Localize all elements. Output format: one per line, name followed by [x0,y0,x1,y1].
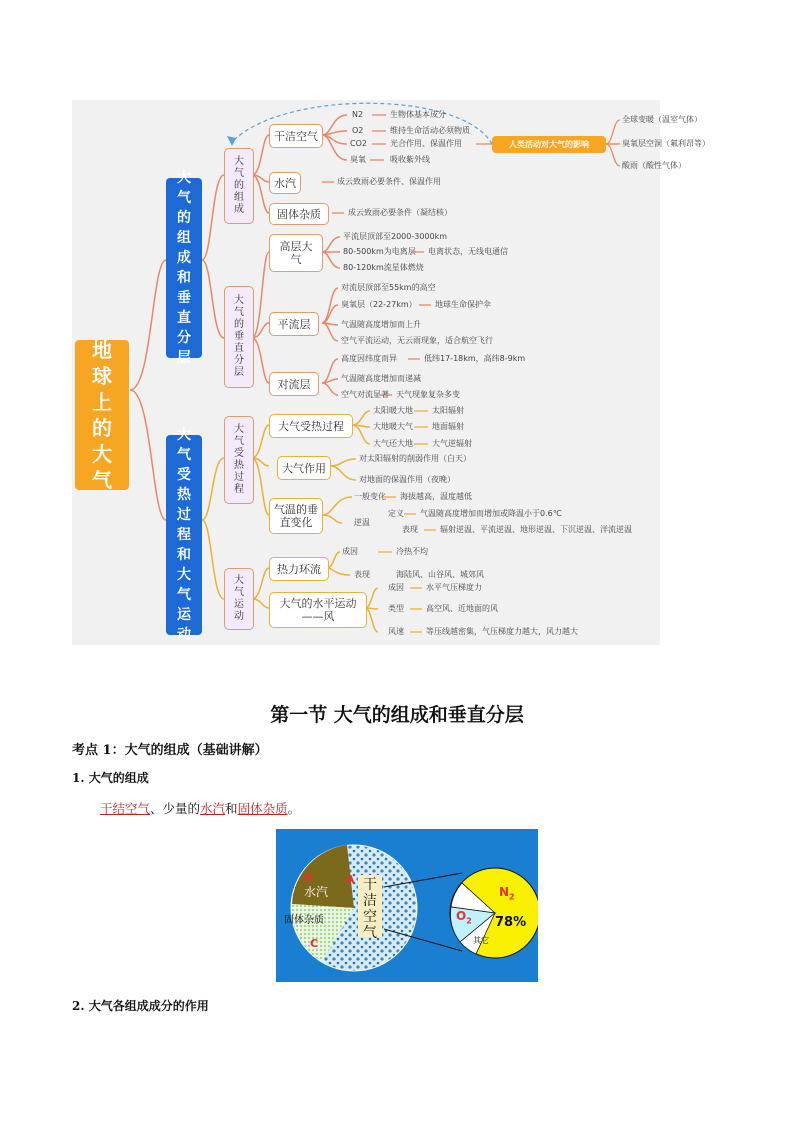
tropo-item-3: 气温随高度增加而递减 [341,374,421,383]
node-motion [224,568,254,630]
node-stratosphere: 平流层 [269,312,319,336]
label-n2-sub: 2 [509,892,515,902]
wind-cause-desc: 水平气压梯度力 [426,583,482,592]
node-heating-process: 大气受热过程 [269,414,353,438]
tropo-item-5: 天气现象复杂多变 [396,390,460,399]
upper-item-2: 80-500km为电离层 [343,247,416,256]
node-composition [224,148,254,224]
node-wind-label: 大气的水平运动——风 [279,597,357,623]
label-c: C [310,937,319,950]
node-heating-label: 大气受热过程 [234,424,244,495]
node-layers [224,286,254,388]
node-thermal-circulation: 热力环流 [269,557,329,581]
node-atmos-effect: 大气作用 [277,456,331,480]
general-label: 一般变化 [354,492,386,501]
label-a: A [346,873,355,886]
section-title: 第一节 大气的组成和垂直分层 [270,704,524,726]
solids-role: 成云致雨必要条件（凝结核） [348,208,452,217]
wind-speed-desc: 等压线越密集，气压梯度力越大，风力越大 [426,627,578,636]
label-78: 78% [495,915,527,930]
effect-item-2: 对地面的保温作用（夜晚） [359,475,455,484]
node-dry-air: 干洁空气 [269,124,323,148]
heat-item-1b: 太阳辐射 [432,406,464,415]
impact-global-warming: 全球变暖（温室气体） [622,115,702,124]
strato-item-1: 对流层顶部至55km的高空 [341,283,436,292]
para-text-3: 。 [287,801,301,816]
upper-item-3: 电离状态，无线电通信 [428,247,508,256]
branch-heating-motion [166,427,202,643]
wind-type-label: 类型 [388,604,404,613]
node-heating [224,416,254,504]
gas-n2-role: 生物体基本成分 [390,110,446,119]
branch-heating-motion-label: 大气受热过程和大气运动 [177,427,191,643]
impact-acid-rain: 酸雨（酸性气体） [622,161,686,170]
node-upper-atmosphere-label: 高层大气 [279,240,313,266]
heat-item-3b: 大气逆辐射 [432,439,472,448]
node-water-vapor: 水汽 [269,172,301,194]
human-impact-box: 人类活动对大气的影响 [492,136,606,153]
strato-item-3: 地球生命保护伞 [435,300,491,309]
node-composition-label: 大气的组成 [234,156,244,215]
gas-ozone: 臭氧 [350,155,366,164]
effect-item-1: 对太阳辐射的削弱作用（白天） [359,454,471,463]
heat-item-2b: 地面辐射 [432,422,464,431]
heat-item-2a: 大地暖大气 [373,422,413,431]
gas-co2: CO2 [350,139,367,148]
thermal-show-label: 表现 [354,570,370,579]
wind-speed-label: 风速 [388,627,404,636]
term-solids: 固体杂质 [237,801,288,816]
para-text-1: 、少量的 [150,801,201,816]
node-vertical-temp-label: 气温的垂直变化 [274,503,318,529]
strato-item-5: 空气平流运动，无云雨现象，适合航空飞行 [341,336,493,345]
label-o2-sub: 2 [466,916,472,926]
label-solid: 固体杂质 [284,915,324,926]
heat-item-1a: 太阳暖大地 [373,406,413,415]
tropo-item-4: 空气对流显著 [341,390,389,399]
label-o2 [456,909,472,925]
node-wind [269,592,367,628]
label-b: B [304,871,313,884]
para-text-2: 和 [225,801,238,816]
term-water-vapor: 水汽 [200,801,226,816]
node-solids: 固体杂质 [269,203,329,225]
branch-composition-layers-label: 大气的组成和垂直分层 [177,170,191,366]
node-troposphere: 对流层 [269,372,319,396]
node-vertical-temp [269,498,323,534]
composition-paragraph [100,799,300,817]
mindmap-root-label: 地球上的大气 [92,338,112,492]
subheading-functions: 2. 大气各组成成分的作用 [72,999,209,1013]
wind-cause-label: 成因 [388,583,404,592]
impact-ozone-hole: 臭氧层空洞（氟利昂等） [622,139,710,148]
label-water: 水汽 [304,885,329,899]
gas-n2: N2 [352,110,364,119]
show-label: 表现 [402,525,418,534]
def-desc: 气温随高度增加而增加或降温小于0.6℃ [420,509,562,518]
node-upper-atmosphere [269,234,323,272]
thermal-cause-label: 成因 [342,547,358,556]
term-dry-air: 干结空气 [100,801,151,816]
inversion-label: 逆温 [354,518,370,527]
gas-o2-role: 维持生命活动必须物质 [390,126,470,135]
label-other: 其它 [473,936,489,945]
def-label: 定义 [388,509,404,518]
thermal-show-desc: 海陆风、山谷风、城郊风 [396,570,484,579]
label-n2 [499,885,515,901]
strato-item-4: 气温随高度增加而上升 [341,320,421,329]
node-layers-label: 大气的垂直分层 [234,295,244,378]
kaodian-heading: 考点 1：大气的组成（基础讲解） [72,743,268,758]
water-role: 成云致雨必要条件、保温作用 [337,177,441,186]
mindmap-root [75,340,129,490]
label-dry-air: 干洁空气 [363,877,377,941]
tropo-item-2: 低纬17-18km，高纬8-9km [424,354,526,363]
gas-o2: O2 [352,126,364,135]
strato-item-2: 臭氧层（22-27km） [341,300,417,309]
show-desc: 辐射逆温、平流逆温、地形逆温、下沉逆温、洋流逆温 [440,525,632,534]
heat-item-3a: 大气还大地 [373,439,413,448]
wind-type-desc: 高空风、近地面的风 [426,604,498,613]
general-desc: 海拔越高，温度越低 [400,492,472,501]
subheading-composition: 1. 大气的组成 [72,771,149,785]
label-n2-text: N [499,885,510,899]
thermal-cause-desc: 冷热不均 [396,547,428,556]
label-o2-text: O [456,909,467,923]
gas-co2-role: 光合作用、保温作用 [390,139,462,148]
mind-map [72,100,710,645]
composition-figure [276,829,538,982]
branch-composition-layers [166,170,202,366]
gas-ozone-role: 吸收紫外线 [390,155,430,164]
composition-figure-graphic [276,829,538,982]
tropo-item-1: 高度因纬度而异 [341,354,397,363]
node-motion-label: 大气运动 [234,575,244,622]
upper-item-1: 平流层顶部至2000-3000km [343,232,448,241]
upper-item-4: 80-120km流星体燃烧 [343,263,424,272]
